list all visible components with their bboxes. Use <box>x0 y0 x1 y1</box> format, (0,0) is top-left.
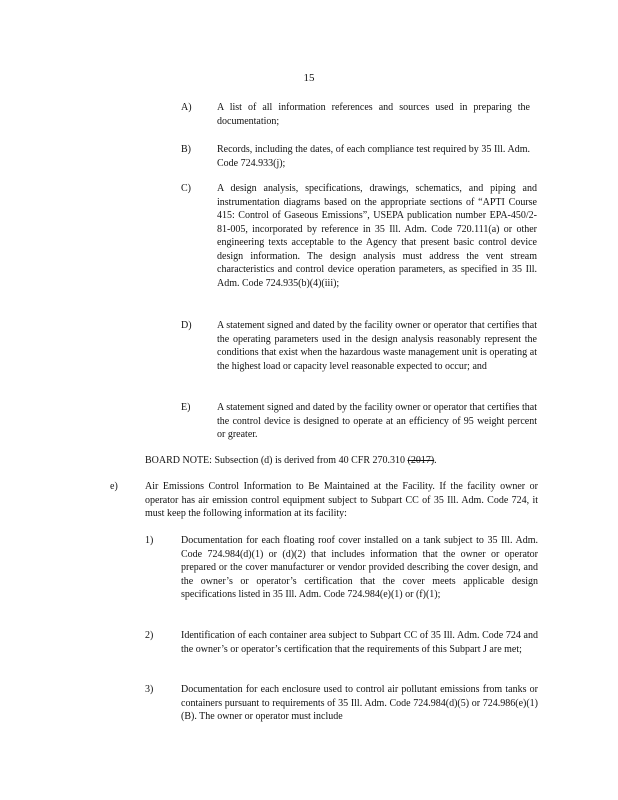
list-item-label: 3) <box>145 684 154 695</box>
section-text: Air Emissions Control Information to Be Maintained at the Facility. If the facility owner or operator has air emission control equipment subject to Subpart CC of 35 Ill. Adm. Code 724, it must keep the following information at its facility: <box>145 481 538 519</box>
list-item-text: Documentation for each floating roof cover installed on a tank subject to 35 Ill. Adm. Code 724.984(d)(1) or (d)(2) that includes information that the owner or operator prepared or the cover manufacturer or vendor provided describing the cover design, and the owner’s or operator’s certification that the cover meets applicable design specifications listed in 35 Ill. Adm. Code 724.984(e)(1) or (f)(1); <box>181 535 538 600</box>
section-label: e) <box>110 481 118 492</box>
list-item-text: A statement signed and dated by the facility owner or operator that certifies that the operating parameters used in the design analysis reasonably represent the conditions that exist when the hazardous waste management unit is operating at the highest load or capacity level reasonable expected to occur; and <box>217 320 537 372</box>
board-note <box>145 454 545 468</box>
list-item-text: A design analysis, specifications, drawings, schematics, and piping and instrumentation diagrams based on the appropriate sections of “APTI Course 415: Control of Gaseous Emissions”, USEPA publication number EPA-450/2-81-005, incorporated by reference in 35 Ill. Adm. Code 720.111(a) or other engineering texts acceptable to the Agency that present basic control device design information. The design analysis must address the vent stream characteristics and control device operation parameters, as specified in 35 Ill. Adm. Code 724.935(b)(4)(iii); <box>217 183 537 289</box>
list-item-label: 2) <box>145 630 154 641</box>
list-item-label: B) <box>181 144 191 155</box>
list-item-text: Documentation for each enclosure used to control air pollutant emissions from tanks or containers pursuant to requirements of 35 Ill. Adm. Code 724.984(d)(5) or 724.986(e)(1)(B). The owner or operator must include <box>181 684 538 722</box>
board-note-struck-text: (2017) <box>407 455 435 466</box>
list-item-text: A statement signed and dated by the facility owner or operator that certifies that the control device is designed to operate at an efficiency of 95 weight percent or greater. <box>217 402 537 440</box>
list-item-text: A list of all information references and sources used in preparing the documentation; <box>217 102 530 127</box>
list-item-label: E) <box>181 402 191 413</box>
board-note-text: BOARD NOTE: Subsection (d) is derived from 40 CFR 270.310 <box>145 455 405 466</box>
list-item-label: C) <box>181 183 191 194</box>
list-item-label: A) <box>181 102 192 113</box>
list-item-label: D) <box>181 320 192 331</box>
list-item-label: 1) <box>145 535 154 546</box>
page-number: 15 <box>303 72 315 84</box>
board-note-end: . <box>434 455 437 466</box>
list-item-text: Identification of each container area subject to Subpart CC of 35 Ill. Adm. Code 724 and the owner’s or operator’s certification that the requirements of this Subpart J are met; <box>181 630 538 655</box>
list-item-text: Records, including the dates, of each compliance test required by 35 Ill. Adm. Code 724.933(j); <box>217 144 530 169</box>
